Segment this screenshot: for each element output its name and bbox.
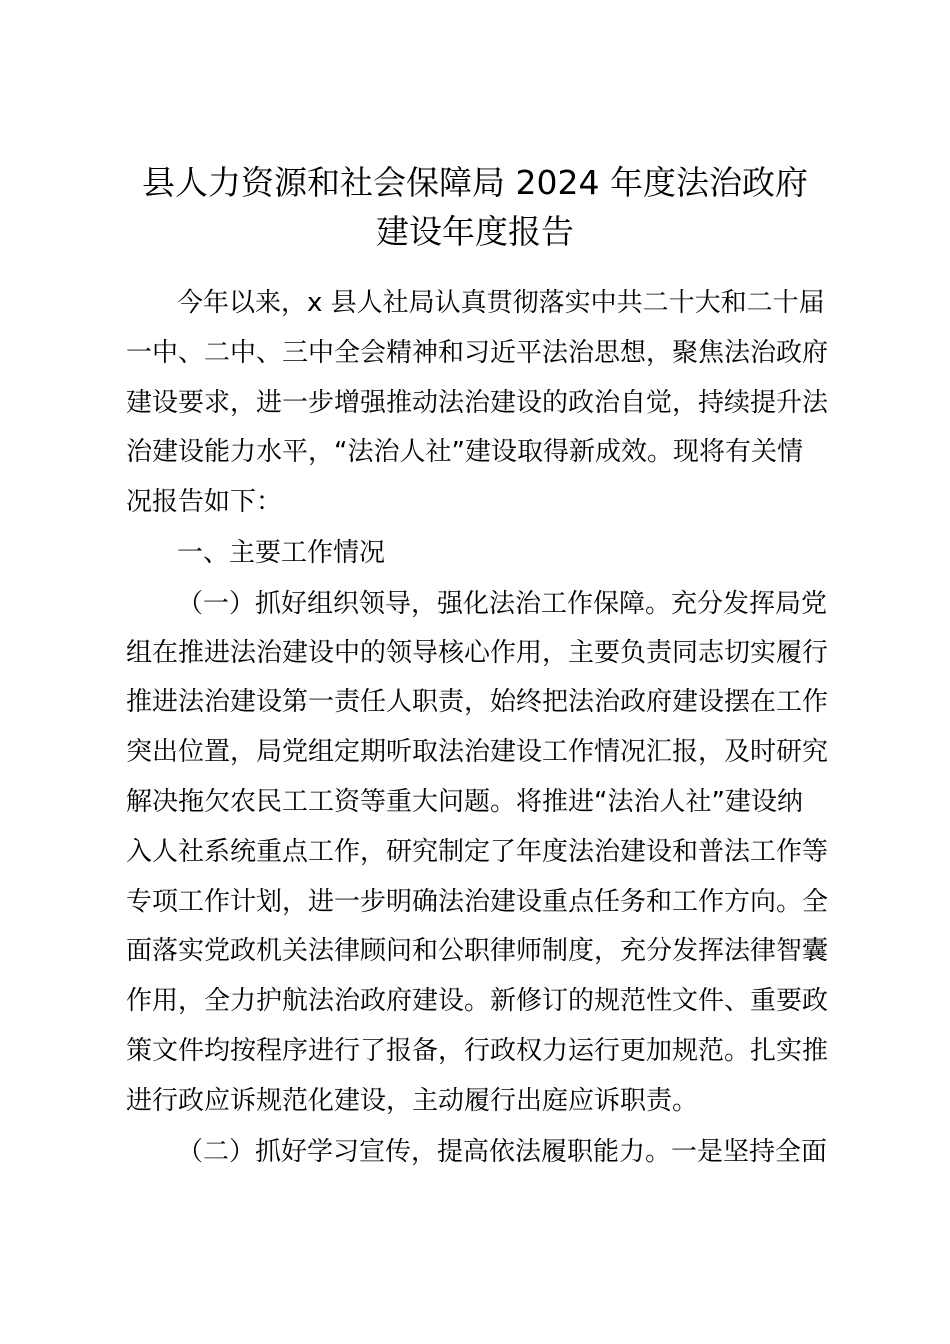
body-line-3: 建设要求，进一步增强推动法治建设的政治自觉，持续提升法 [126, 388, 829, 418]
body-line-16: 策文件均按程序进行了报备，行政权力运行更加规范。扎实推 [126, 1036, 829, 1066]
document-title-line-1: 县人力资源和社会保障局 2024 年度法治政府 [142, 163, 808, 202]
body-line-7: （一）抓好组织领导，强化法治工作保障。充分发挥局党 [177, 589, 828, 619]
body-line-17: 进行政应诉规范化建设，主动履行出庭应诉职责。 [126, 1086, 699, 1116]
body-line-11: 解决拖欠农民工工资等重大问题。将推进“法治人社”建设纳 [126, 787, 803, 817]
body-line-14: 面落实党政机关法律顾问和公职律师制度，充分发挥法律智囊 [126, 936, 829, 966]
body-line-9: 推进法治建设第一责任人职责，始终把法治政府建设摆在工作 [126, 687, 829, 717]
body-line-1: 今年以来，x 县人社局认真贯彻落实中共二十大和二十届 [177, 288, 825, 318]
body-line-12: 入人社系统重点工作，研究制定了年度法治建设和普法工作等 [126, 837, 829, 867]
body-line-10: 突出位置，局党组定期听取法治建设工作情况汇报，及时研究 [126, 737, 829, 767]
body-line-8: 组在推进法治建设中的领导核心作用，主要负责同志切实履行 [126, 638, 829, 668]
body-line-13: 专项工作计划，进一步明确法治建设重点任务和工作方向。全 [126, 887, 829, 917]
body-line-4: 治建设能力水平，“法治人社”建设取得新成效。现将有关情 [126, 437, 803, 467]
body-line-18: （二）抓好学习宣传，提高依法履职能力。一是坚持全面 [177, 1137, 828, 1167]
body-line-5: 况报告如下： [126, 487, 283, 517]
body-line-15: 作用，全力护航法治政府建设。新修订的规范性文件、重要政 [126, 986, 829, 1016]
body-line-2: 一中、二中、三中全会精神和习近平法治思想，聚焦法治政府 [126, 338, 829, 368]
document-title-line-2: 建设年度报告 [376, 212, 574, 251]
section-heading: 一、主要工作情况 [177, 538, 386, 568]
